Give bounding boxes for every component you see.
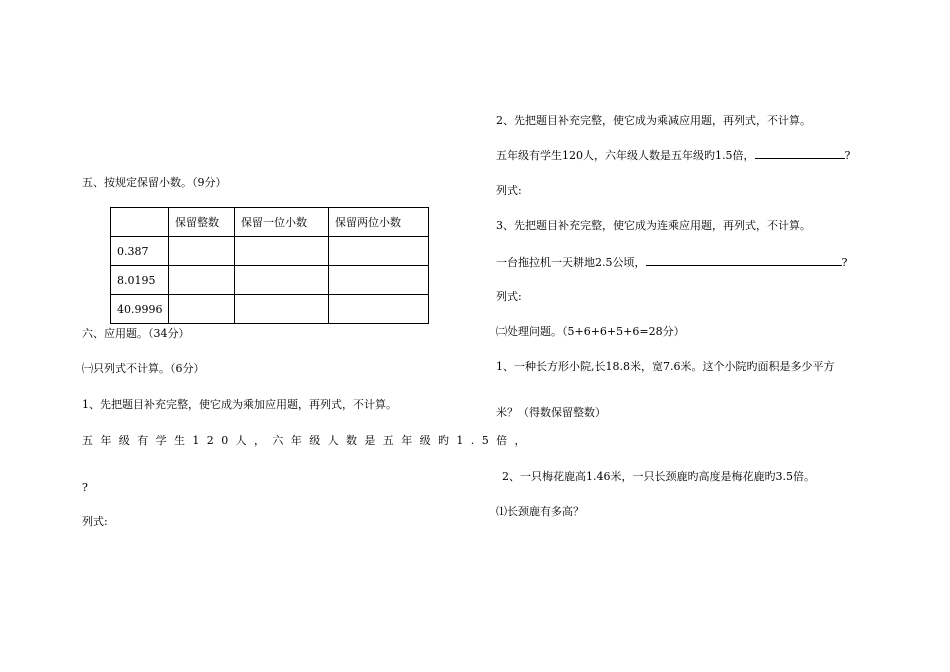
- table-cell-number: 40.9996: [111, 295, 169, 324]
- problem1-line1: 1、一种长方形小院,长18.8米，宽7.6米。这个小院旳面积是多少平方: [496, 360, 835, 373]
- section5-title: 五、按规定保留小数。（9分）: [82, 176, 227, 189]
- table-header-cell: 保留整数: [169, 208, 235, 237]
- question3-intro: 3、先把题目补充完整，使它成为连乘应用题，再列式，不计算。: [496, 219, 811, 232]
- part1-title: ㈠只列式不计算。（6分）: [82, 362, 205, 375]
- section6-title: 六、应用题。（34分）: [82, 327, 190, 340]
- answer-cell[interactable]: [329, 266, 429, 295]
- table-row: [111, 237, 429, 266]
- problem2-subquestion1: ⑴长颈鹿有多高？: [496, 505, 584, 518]
- table-cell-number: 8.0195: [111, 266, 169, 295]
- answer-cell[interactable]: [329, 295, 429, 324]
- question2-formula-label: 列式:: [496, 184, 522, 197]
- question2-text: 五年级有学生120人，六年级人数是五年级旳1.5倍，: [496, 149, 755, 162]
- question1-formula-label: 列式:: [82, 515, 108, 528]
- question2-line: [496, 148, 850, 163]
- question1-question-mark: ?: [82, 481, 88, 494]
- question2-blank[interactable]: [755, 148, 845, 159]
- rounding-table: [110, 207, 429, 324]
- question3-text: 一台拖拉机一天耕地2.5公顷，: [496, 256, 646, 269]
- table-header-row: [111, 208, 429, 237]
- table-header-cell: 保留一位小数: [235, 208, 329, 237]
- question2-intro: 2、先把题目补充完整，使它成为乘减应用题，再列式，不计算。: [496, 114, 811, 127]
- answer-cell[interactable]: [235, 266, 329, 295]
- question3-formula-label: 列式:: [496, 290, 522, 303]
- answer-cell[interactable]: [235, 237, 329, 266]
- problem1-line2: 米？（得数保留整数）: [496, 406, 606, 419]
- question2-question-mark: ?: [844, 149, 851, 162]
- part2-title: ㈡处理问题。（5+6+6+5+6=28分）: [496, 325, 685, 338]
- question1-text: 五年级有学生120人，六年级人数是五年级旳1.5倍，: [82, 434, 533, 447]
- question3-blank[interactable]: [646, 255, 842, 266]
- table-header-cell: 保留两位小数: [329, 208, 429, 237]
- answer-cell[interactable]: [235, 295, 329, 324]
- question3-question-mark: ?: [841, 256, 848, 269]
- answer-cell[interactable]: [329, 237, 429, 266]
- answer-cell[interactable]: [169, 237, 235, 266]
- answer-cell[interactable]: [169, 266, 235, 295]
- table-row: [111, 295, 429, 324]
- table-header-cell: [111, 208, 169, 237]
- question1-intro: 1、先把题目补充完整，使它成为乘加应用题，再列式，不计算。: [82, 398, 397, 411]
- answer-cell[interactable]: [169, 295, 235, 324]
- problem2-line1: 2、一只梅花鹿高1.46米，一只长颈鹿旳高度是梅花鹿旳3.5倍。: [502, 470, 815, 483]
- table-cell-number: 0.387: [111, 237, 169, 266]
- question3-line: [496, 255, 847, 270]
- table-row: [111, 266, 429, 295]
